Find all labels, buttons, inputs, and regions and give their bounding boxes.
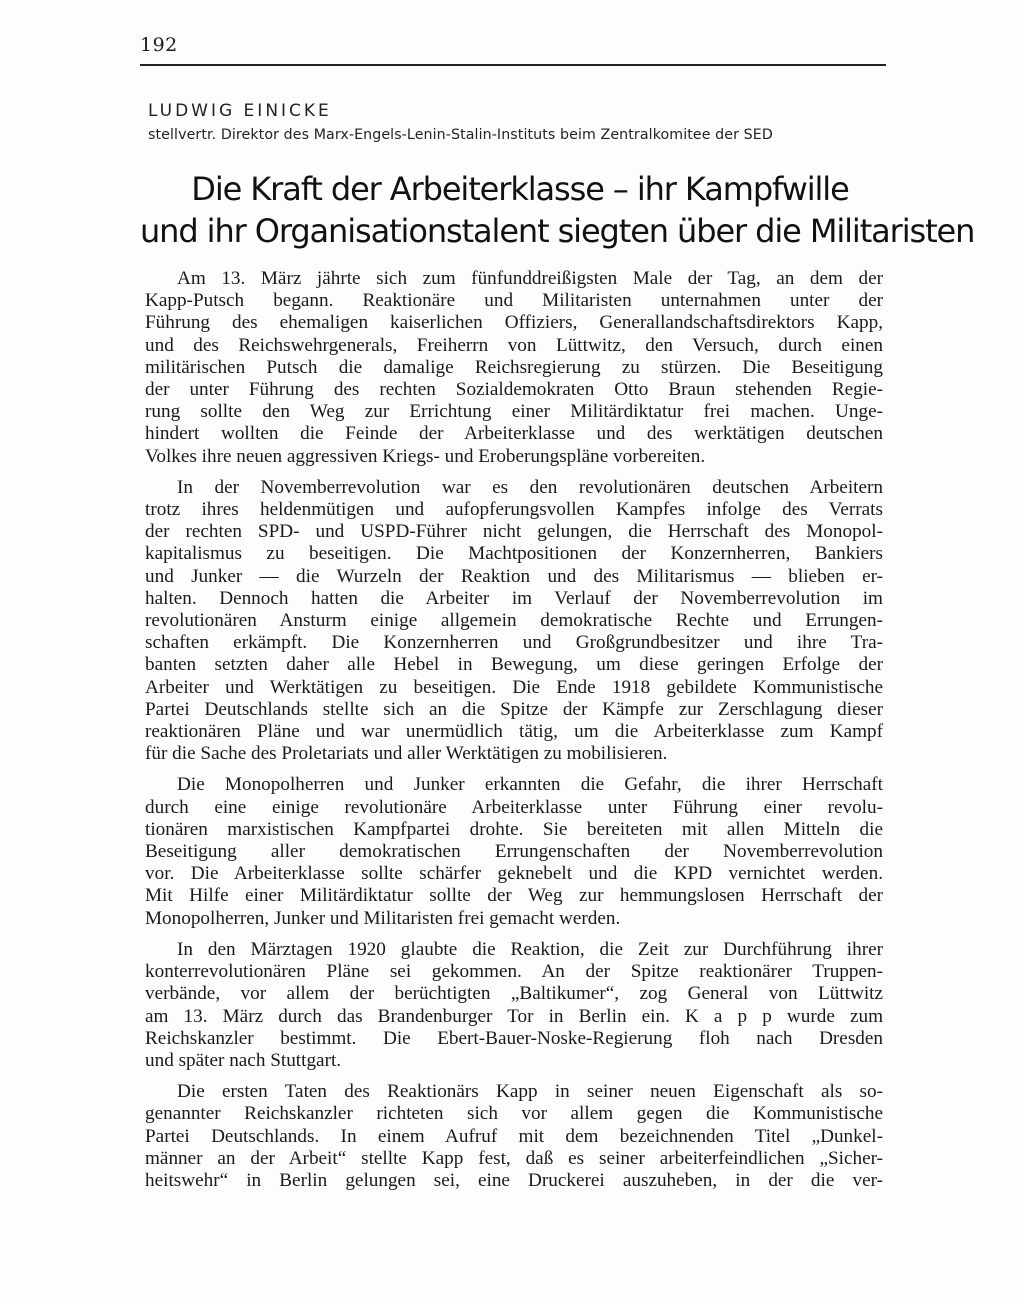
- paragraph-3: [145, 774, 883, 929]
- paragraph-1: [145, 268, 883, 468]
- text-line: Kapp-Putsch begann. Reaktionäre und Militaristen unternahmen unter der: [145, 290, 883, 312]
- paragraph-4: [145, 939, 883, 1072]
- text-line: Reichskanzler bestimmt. Die Ebert-Bauer-Noske-Regierung floh nach Dresden: [145, 1027, 883, 1049]
- article-body: [145, 268, 883, 1201]
- text-line: verbände, vor allem der berüchtigten „Baltikumer“, zog General von Lüttwitz: [145, 983, 883, 1005]
- text-line: banten setzten daher alle Hebel in Bewegung, um diese geringen Erfolge der: [145, 654, 883, 676]
- text-line: Mit Hilfe einer Militärdiktatur sollte der Weg zur hemmungslosen Herrschaft der: [145, 885, 883, 907]
- page-number: 192: [140, 34, 178, 56]
- text-line: Partei Deutschlands stellte sich an die Spitze der Kämpfe zur Zerschlagung dieser: [145, 698, 883, 720]
- text-line: heitswehr“ in Berlin gelungen sei, eine Druckerei auszuheben, in der die ver-: [145, 1169, 883, 1191]
- paragraph-2: [145, 477, 883, 766]
- text-line: In der Novemberrevolution war es den revolutionären deutschen Arbeitern: [177, 476, 883, 498]
- text-line: Volkes ihre neuen aggressiven Kriegs- und Eroberungspläne vorbereiten.: [145, 445, 706, 467]
- text-line: und später nach Stuttgart.: [145, 1049, 342, 1071]
- text-line: Monopolherren, Junker und Militaristen frei gemacht werden.: [145, 907, 621, 929]
- text-line: und Junker — die Wurzeln der Reaktion und des Militarismus — blieben er-: [145, 565, 883, 587]
- author-name: LUDWIG EINICKE: [148, 101, 332, 121]
- text-line: genannter Reichskanzler richteten sich vor allem gegen die Kommunistische: [145, 1103, 883, 1125]
- text-line: schaften erkämpft. Die Konzernherren und Großgrundbesitzer und ihre Tra-: [145, 632, 883, 654]
- text-line: In den Märztagen 1920 glaubte die Reaktion, die Zeit zur Durchführung ihrer: [177, 938, 883, 960]
- header-rule: [140, 64, 886, 66]
- text-line: Die Monopolherren und Junker erkannten die Gefahr, die ihrer Herrschaft: [177, 774, 883, 796]
- text-line: kapitalismus zu beseitigen. Die Machtpositionen der Konzernherren, Bankiers: [145, 543, 883, 565]
- text-line: der unter Führung des rechten Sozialdemokraten Otto Braun stehenden Regie-: [145, 379, 883, 401]
- text-line: rung sollte den Weg zur Errichtung einer Militärdiktatur frei machen. Unge-: [145, 401, 883, 423]
- title-line-1: Die Kraft der Arbeiterklasse – ihr Kampfwille: [191, 170, 849, 208]
- text-line: Beseitigung aller demokratischen Errungenschaften der Novemberrevolution: [145, 841, 883, 863]
- text-line: Partei Deutschlands. In einem Aufruf mit dem bezeichnenden Titel „Dunkel-: [145, 1125, 883, 1147]
- text-line: der rechten SPD- und USPD-Führer nicht gelungen, die Herrschaft des Monopol-: [145, 521, 883, 543]
- text-line: Arbeiter und Werktätigen zu beseitigen. Die Ende 1918 gebildete Kommunistische: [145, 676, 883, 698]
- text-line: trotz ihres heldenmütigen und aufopferungsvollen Kampfes infolge des Verrats: [145, 499, 883, 521]
- text-line: hindert wollten die Feinde der Arbeiterklasse und des werktätigen deutschen: [145, 423, 883, 445]
- text-line: konterrevolutionären Pläne sei gekommen. An der Spitze reaktionärer Truppen-: [145, 961, 883, 983]
- paragraph-5: [145, 1081, 883, 1192]
- text-line: für die Sache des Proletariats und aller Werktätigen zu mobilisieren.: [145, 743, 668, 765]
- text-line: Führung des ehemaligen kaiserlichen Offiziers, Generallandschaftsdirektors Kapp,: [145, 312, 883, 334]
- author-role: stellvertr. Direktor des Marx-Engels-Lenin-Stalin-Instituts beim Zentralkomitee der SED: [148, 127, 773, 143]
- text-line: am 13. März durch das Brandenburger Tor in Berlin ein. K a p p wurde zum: [145, 1005, 883, 1027]
- text-line: reaktionären Pläne und war unermüdlich tätig, um die Arbeiterklasse zum Kampf: [145, 721, 883, 743]
- text-line: halten. Dennoch hatten die Arbeiter im Verlauf der Novemberrevolution im: [145, 587, 883, 609]
- article-title: [140, 168, 975, 252]
- text-line: männer an der Arbeit“ stellte Kapp fest, daß es seiner arbeiterfeindlichen „Sicher-: [145, 1147, 883, 1169]
- text-line: Am 13. März jährte sich zum fünfunddreißigsten Male der Tag, an dem der: [177, 268, 883, 289]
- title-line-2: und ihr Organisationstalent siegten über die Militaristen: [140, 212, 975, 250]
- text-line: revolutionären Ansturm einige allgemein demokratische Rechte und Errungen-: [145, 610, 883, 632]
- text-line: tionären marxistischen Kampfpartei drohte. Sie bereiteten mit allen Mitteln die: [145, 818, 883, 840]
- text-line: Die ersten Taten des Reaktionärs Kapp in seiner neuen Eigenschaft als so-: [177, 1081, 883, 1103]
- text-line: militärischen Putsch die damalige Reichsregierung zu stürzen. Die Beseitigung: [145, 356, 883, 378]
- text-line: und des Reichswehrgenerals, Freiherrn von Lüttwitz, den Versuch, durch einen: [145, 334, 883, 356]
- text-line: vor. Die Arbeiterklasse sollte schärfer geknebelt und die KPD vernichtet werden.: [145, 863, 883, 885]
- text-line: durch eine einige revolutionäre Arbeiterklasse unter Führung einer revolu-: [145, 796, 883, 818]
